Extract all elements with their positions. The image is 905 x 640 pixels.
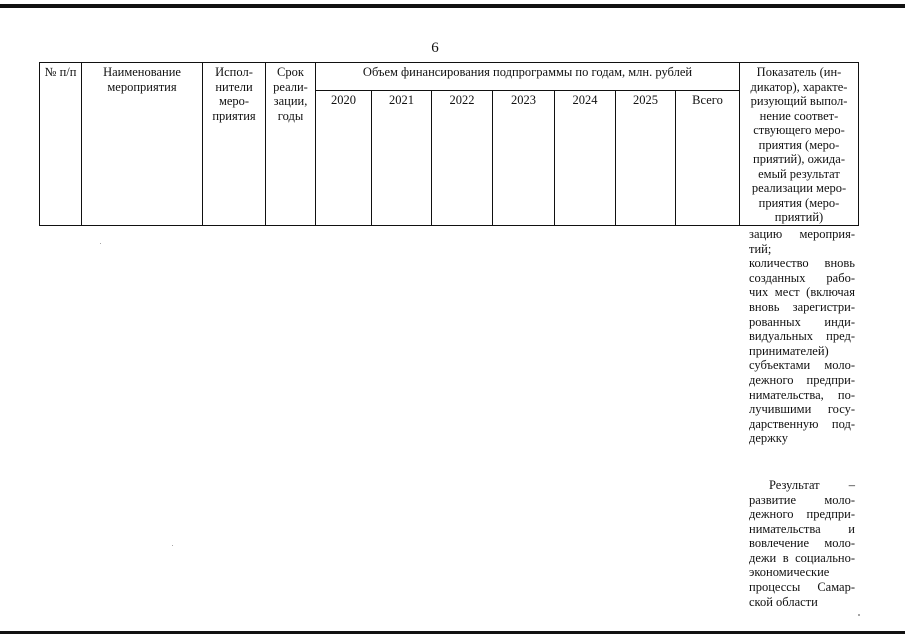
- continuation-part-1: зацию мероприя-тий;: [749, 227, 855, 256]
- header-financing: Объем финансирования подпрограммы по годам, млн. рублей: [316, 63, 740, 91]
- year-2022: 2022: [432, 90, 493, 225]
- scan-speck: [100, 243, 101, 244]
- header-table: [39, 62, 859, 226]
- expected-result: Результат – развитие моло-дежного предпри-нимательства и вовлечение моло-дежи в социально-экономические процессы Самар-ской области: [749, 477, 855, 609]
- header-num: № п/п: [40, 63, 82, 226]
- year-total: Всего: [676, 90, 740, 225]
- scan-speck: [858, 614, 860, 616]
- year-2021: 2021: [372, 90, 432, 225]
- header-name: Наименование мероприятия: [82, 63, 203, 226]
- header-indicator: Показатель (ин-дикатор), характе-ризующий выпол-нение соответ-ствующего меро-приятия (меро-приятий), ожида-емый результат реализации меро-приятия (меро-приятий): [740, 63, 859, 226]
- header-executors: Испол-нители меро-приятия: [203, 63, 266, 226]
- page-number: 6: [431, 40, 439, 56]
- indicator-continuation: [749, 227, 855, 609]
- header-period: Срок реали-зации, годы: [266, 63, 316, 226]
- scan-speck: [172, 545, 173, 546]
- bottom-border-bar: [0, 631, 905, 634]
- top-border-bar: [0, 4, 905, 8]
- year-2020: 2020: [316, 90, 372, 225]
- spacer: [749, 446, 855, 462]
- year-2023: 2023: [493, 90, 555, 225]
- year-2024: 2024: [555, 90, 616, 225]
- spacer: [749, 462, 855, 478]
- year-2025: 2025: [616, 90, 676, 225]
- continuation-part-2: количество вновь созданных рабо-чих мест (включая вновь зарегистри-рованных инди-видуальных пред-принимателей) субъектами моло-дежного предпри-нимательства, по-лучившими госу-дарственную под-держку: [749, 256, 855, 446]
